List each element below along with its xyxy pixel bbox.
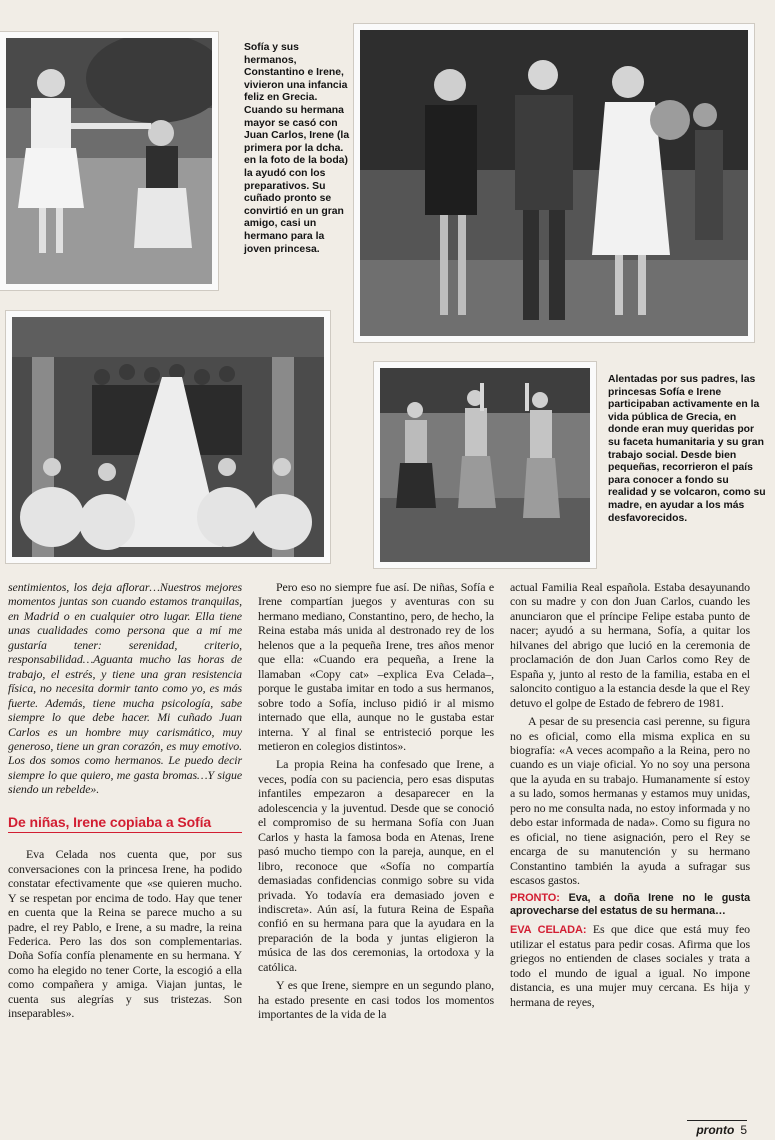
column1-paragraph-2: Eva Celada nos cuenta que, por sus conversaciones con la princesa Irene, ha podido constatar efectivamente que «se quieren mucho. Y se respetan por encima de todo. Hay que tener en cuenta que la Reina se parece mucho a su padre, el rey Pablo, e Irene, a su madre, la reina Federica. Pero las dos son complementarias. Doña Sofía confía plenamente en su hermana. Y como ha elegido no tener Corte, la escogió a ella como compañera y amiga. Viajan juntas, le cuenta sus alegrías y sus tristezas. Son inseparables». <box>8 847 242 1021</box>
photo-parade <box>374 362 596 568</box>
question-label: PRONTO: <box>510 891 560 904</box>
answer-text: Es que dice que está muy feo utilizar el estatus para pedir cosas. Afirma que los griegos no entienden de clases sociales y trata a todo el mundo de igual a igual. No impone distancia, es una mujer muy cercana. Es hija y hermana de reyes, <box>510 921 750 1009</box>
column2-paragraph-2: La propia Reina ha confesado que Irene, a veces, podía con su paciencia, pero esas disputas infantiles empezaron a desaparecer en la adolescencia y la juventud. Desde que se conoció el compromiso de su hermana Sofía con Juan Carlos y hasta la famosa boda en Atenas, Irene pasó mucho tiempo con la pareja, aunque, en el libro, reconoce que «Sofía no compartía demasiadas confidencias conmigo sobre su vida privada. Yo todavía era demasiado joven e indiscreta». Aún así, la futura Reina de España confió en su hermana para que la ayudara en la preparación de la boda y juntas eligieron la música de las dos ceremonias, la ortodoxa y la católica. <box>258 757 494 974</box>
column1-paragraph-1: sentimientos, los deja aflorar…Nuestros mejores momentos juntas son cuando estamos tranquilas, en Madrid o en cualquier otro lugar. Ella tiene unas cualidades como persona que a mí me gustaría tener: serenidad, criterio, responsabilidad…Aguanta mucho las horas de trabajo, el estrés, y tiene una gran resistencia física, no necesita dormir tanto como yo, es más fuerte. Además, tiene mucha psicología, sabe siempre lo que debe hacer. Mi cuñado Juan Carlos es un hombre muy carismático, muy generoso, tiene un gran corazón, es muy emotivo. Los dos somos como hermanos. Le puedo decir siempre lo que quiero, me gasta bromas…Y sigue siendo un rebelde». <box>8 580 242 797</box>
caption-bottom-right: Alentadas por sus padres, las princesas Sofía e Irene participaban activamente en la vida pública de Grecia, en donde eran muy queridas por su faceta humanitaria y su gran trabajo social. Desde bien pequeñas, recorrieron el país para conocer a fondo su realidad y se volcaron, como su madre, en ayudar a los más desfavorecidos. <box>608 374 766 524</box>
text-column-1 <box>8 580 242 1021</box>
photo-parade-image <box>380 368 590 562</box>
photo-sofia-juan-carlos-walking <box>354 24 754 342</box>
interview-question <box>510 892 750 918</box>
column2-paragraph-3: Y es que Irene, siempre en un segundo plano, ha estado presente en casi todos los momentos importantes de la vida de la <box>258 978 494 1022</box>
photo-children-dancing <box>0 32 218 290</box>
page-number: 5 <box>740 1123 747 1137</box>
photo-children-dancing-image <box>6 38 212 284</box>
column2-paragraph-1: Pero eso no siempre fue así. De niñas, Sofía e Irene compartían juegos y aventuras con su hermano mediano, Constantino, pero, de hecho, la Reina estaba más unida al destronado rey de los helenos que a la pequeña Irene, tres años menor que ella: «Cuando era pequeña, a Irene la llamaban «Copy cat» –explica Eva Celada–, porque le gustaba imitar en todo a sus hermanos, sobre todo a Sofía, incluso pidió ir al mismo internado que ella, aunque no le gustaba estar interna. Y al final se entristeció porque les metieron en colegios distintos». <box>258 580 494 753</box>
photo-wedding <box>6 311 330 563</box>
answer-label: EVA CELADA: <box>510 923 587 936</box>
photo-wedding-image <box>12 317 324 557</box>
text-column-3 <box>510 580 750 1009</box>
photo-walking-image <box>360 30 748 336</box>
column3-paragraph-2: A pesar de su presencia casi perenne, su figura no es oficial, como ella misma explica en su biografía: «A veces acompaño a la Reina, pero no cuando es un viaje oficial. Yo no soy una persona que la ayuda en su trabajo. Humanamente sí estoy a su lado, somos hermanas y estamos muy unidas, pero no me consulta nada, no estoy informada y no debo estar informada de nada». Como su figura no es oficial, no tiene asignación, pero el Rey se encarga de su manutención y su hermano Constantino también la ayuda a sufragar sus escasos gastos. <box>510 714 750 888</box>
caption-top-right: Sofía y sus hermanos, Constantino e Irene, vivieron una infancia feliz en Grecia. Cuando su hermana mayor se casó con Juan Carlos, Irene (la primera por la dcha. en la foto de la boda) la ayudó con los preparativos. Su cuñado pronto se convirtió en un gran amigo, casi un hermano para la joven princesa. <box>244 42 350 255</box>
page-footer <box>687 1120 747 1137</box>
interview-answer <box>510 922 750 1010</box>
text-column-2 <box>258 580 494 1022</box>
question-text: Eva, a doña Irene no le gusta aprovecharse del estatus de su hermana… <box>510 891 750 917</box>
subhead-irene-copiaba: De niñas, Irene copiaba a Sofía <box>8 807 242 833</box>
magazine-brand: pronto <box>696 1123 735 1137</box>
column3-paragraph-1: actual Familia Real española. Estaba desayunando con su madre y con don Juan Carlos, cuando les anunciaron que el príncipe Felipe estaba punto de nacer; ayudó a su hermana, Sofía, a quitar los hilvanes del abrigo que lució en la ceremonia de proclamación de don Juan Carlos como Rey de España y, junto al resto de la familia, estaba en el saloncito contiguo a la estancia desde la que el Rey detuvo el golpe de Estado de febrero de 1981. <box>510 580 750 710</box>
